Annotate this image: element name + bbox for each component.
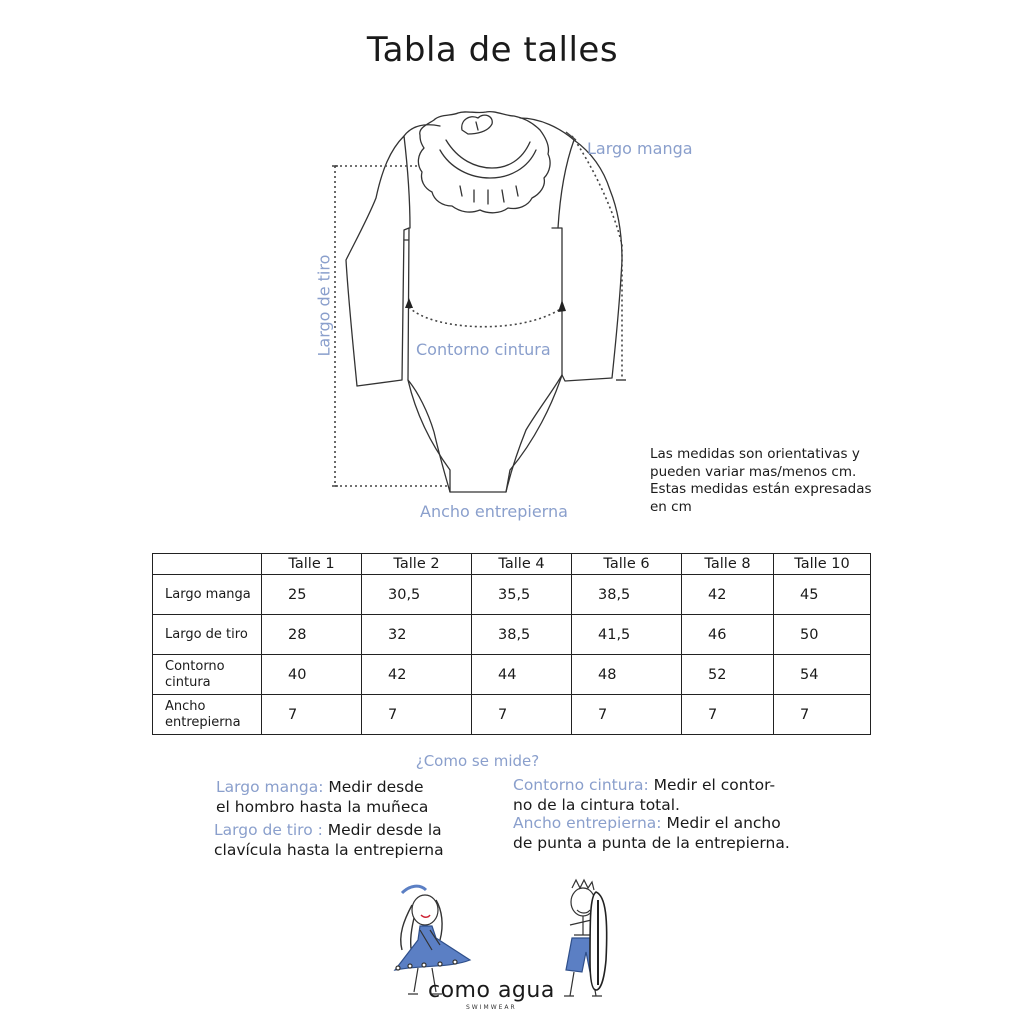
table-cell: 50 — [774, 615, 871, 655]
right-leg-opening — [506, 375, 562, 492]
howto-tiro-text: Medir desde la — [322, 821, 442, 839]
bodysuit-diagram — [300, 100, 700, 530]
table-header-cell: Talle 10 — [774, 554, 871, 575]
table-row — [153, 655, 871, 695]
table-cell: 7 — [682, 695, 774, 735]
table-corner-cell — [153, 554, 262, 575]
table-cell: 38,5 — [472, 615, 572, 655]
table-cell: 35,5 — [472, 575, 572, 615]
brand-tagline: SWIMWEAR — [466, 1004, 517, 1011]
table-row — [153, 615, 871, 655]
table-cell: 7 — [262, 695, 362, 735]
row-label: Largo manga — [153, 575, 262, 615]
ruffle-collar — [418, 112, 550, 213]
table-cell: 38,5 — [572, 575, 682, 615]
label-largo-tiro: Largo de tiro — [314, 254, 334, 357]
row-label: Contorno cintura — [153, 655, 262, 695]
label-largo-manga: Largo manga — [587, 139, 693, 158]
bodysuit-outline — [346, 118, 622, 492]
table-cell: 32 — [362, 615, 472, 655]
left-leg-opening — [408, 380, 450, 492]
note-line: en cm — [650, 498, 692, 515]
table-cell: 7 — [362, 695, 472, 735]
table-cell: 41,5 — [572, 615, 682, 655]
note-line: pueden variar mas/menos cm. — [650, 463, 857, 480]
cintura-guide — [409, 307, 562, 327]
howto-entrepierna-term: Ancho entrepierna: — [513, 814, 662, 832]
note-line: Estas medidas están expresadas — [650, 481, 872, 497]
howto-manga-text: Medir desde — [323, 778, 424, 796]
howto-manga-text: el hombro hasta la muñeca — [216, 797, 429, 816]
table-cell: 45 — [774, 575, 871, 615]
howto-entrepierna-text: Medir el ancho — [661, 814, 781, 832]
howto-cintura-term: Contorno cintura: — [513, 776, 649, 794]
table-cell: 7 — [572, 695, 682, 735]
table-row — [153, 695, 871, 735]
table-row — [153, 575, 871, 615]
table-cell: 7 — [774, 695, 871, 735]
howto-tiro-text: clavícula hasta la entrepierna — [214, 840, 444, 859]
table-cell: 44 — [472, 655, 572, 695]
howto-cintura — [513, 776, 775, 815]
boy-surfer-figure-icon — [564, 880, 607, 996]
howto-tiro-term: Largo de tiro : — [214, 821, 323, 839]
table-cell: 40 — [262, 655, 362, 695]
row-label: Ancho entrepierna — [153, 695, 262, 735]
table-header-cell: Talle 1 — [262, 554, 362, 575]
howto-heading: ¿Como se mide? — [415, 752, 540, 770]
label-contorno-cintura: Contorno cintura — [416, 340, 551, 359]
table-header-cell: Talle 2 — [362, 554, 472, 575]
label-ancho-entrepierna: Ancho entrepierna — [420, 502, 568, 521]
cintura-arrow-right — [558, 300, 566, 312]
table-header-cell: Talle 4 — [472, 554, 572, 575]
howto-cintura-text: no de la cintura total. — [513, 795, 680, 814]
manga-guide — [572, 136, 622, 380]
table-cell: 7 — [472, 695, 572, 735]
size-table — [152, 553, 871, 735]
collar-bow — [462, 115, 493, 134]
brand-name: como agua — [428, 978, 555, 1003]
table-cell: 48 — [572, 655, 682, 695]
table-cell: 42 — [682, 575, 774, 615]
row-label: Largo de tiro — [153, 615, 262, 655]
table-cell: 42 — [362, 655, 472, 695]
table-cell: 52 — [682, 655, 774, 695]
table-header-cell: Talle 6 — [572, 554, 682, 575]
howto-manga-term: Largo manga: — [216, 778, 324, 796]
note-line: Las medidas son orientativas y — [650, 446, 860, 462]
howto-entrepierna-text: de punta a punta de la entrepierna. — [513, 833, 790, 852]
measurement-note — [650, 446, 890, 516]
table-cell: 30,5 — [362, 575, 472, 615]
table-header-cell: Talle 8 — [682, 554, 774, 575]
page-title: Tabla de talles — [366, 30, 619, 70]
table-cell: 54 — [774, 655, 871, 695]
table-header-row — [153, 554, 871, 575]
cintura-arrow-left — [405, 298, 413, 308]
howto-tiro — [214, 821, 444, 860]
howto-cintura-text: Medir el contor- — [648, 776, 776, 794]
howto-manga — [216, 778, 428, 817]
table-cell: 28 — [262, 615, 362, 655]
table-cell: 25 — [262, 575, 362, 615]
howto-entrepierna — [513, 814, 790, 853]
table-cell: 46 — [682, 615, 774, 655]
right-sleeve-seam — [552, 228, 562, 375]
